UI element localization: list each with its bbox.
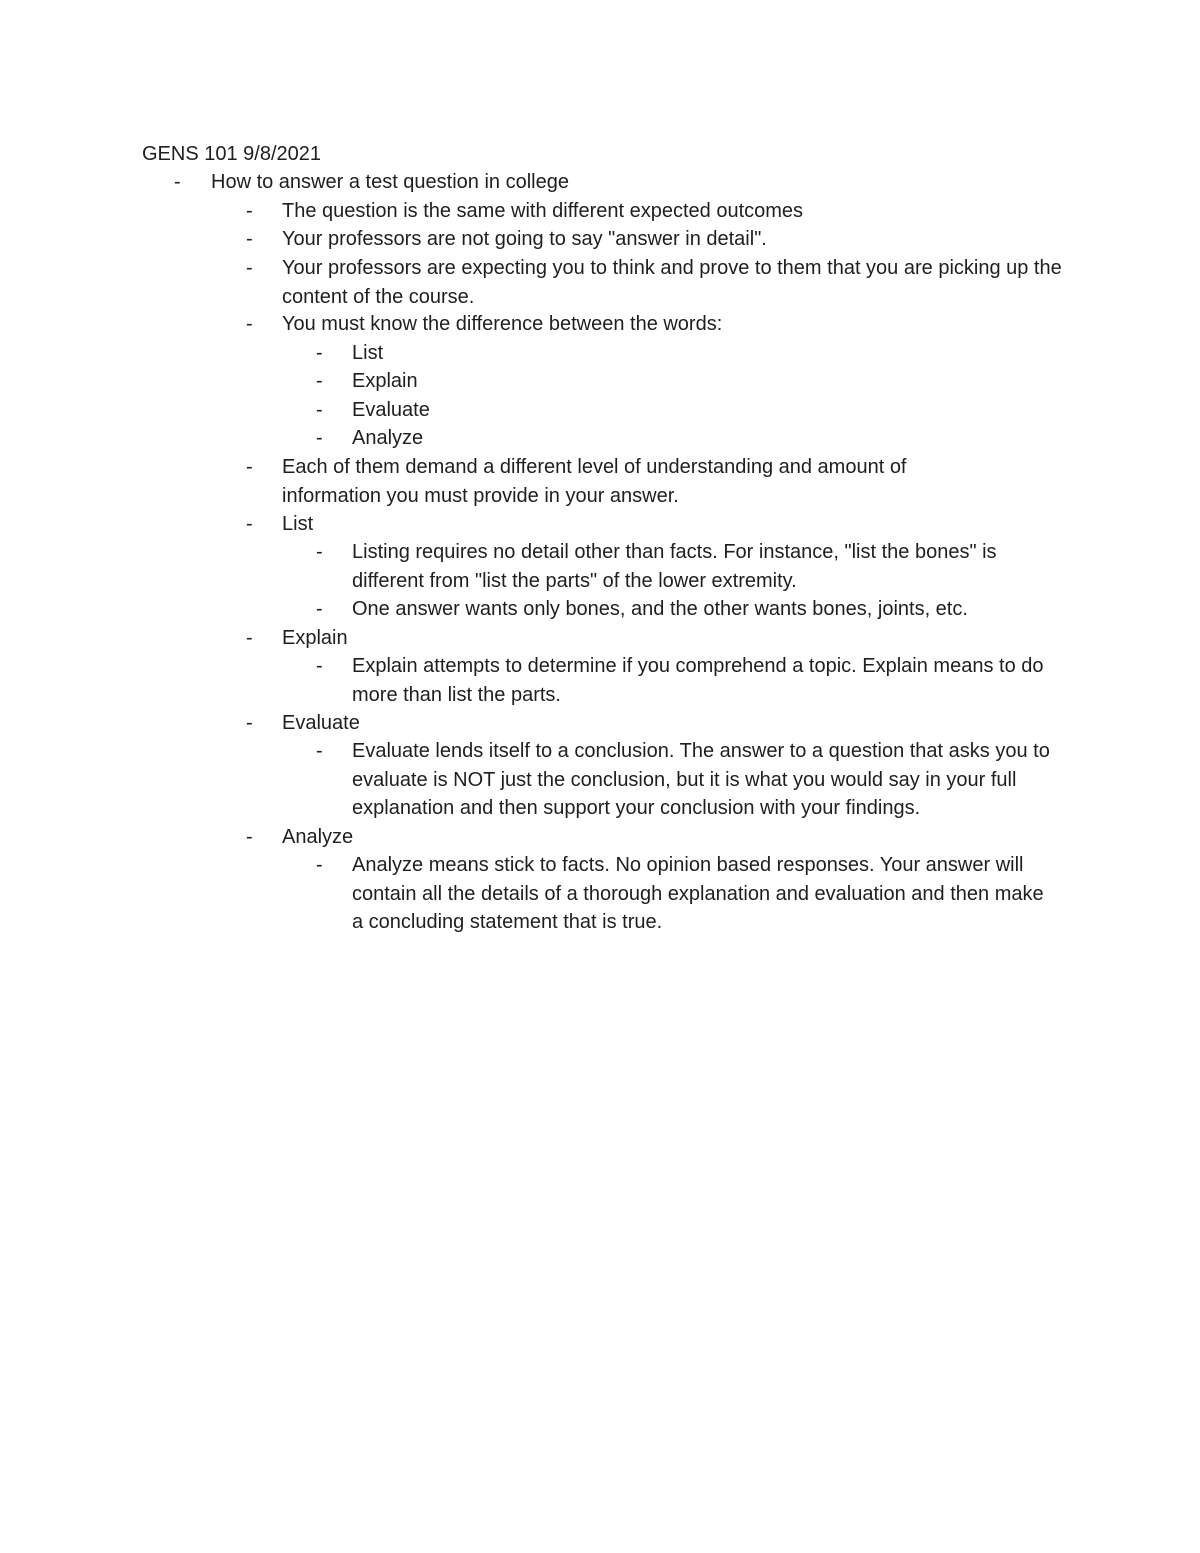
bullet-dash: - xyxy=(246,200,253,222)
list-item-text: Analyze xyxy=(282,826,354,848)
bullet-dash: - xyxy=(246,712,253,734)
list-item-text: Explain xyxy=(352,370,418,392)
bullet-dash: - xyxy=(316,740,323,762)
list-item-text: Explain xyxy=(282,627,348,649)
bullet-dash: - xyxy=(246,456,253,478)
bullet-dash: - xyxy=(246,313,253,335)
bullet-dash: - xyxy=(246,513,253,535)
list-item-text: Evaluate xyxy=(282,712,360,734)
list-item-text: Analyze xyxy=(352,427,424,449)
bullet-dash: - xyxy=(316,342,323,364)
list-item-text: You must know the difference between the words: xyxy=(282,313,723,335)
bullet-dash: - xyxy=(316,541,323,563)
list-item-text: Evaluate lends itself to a conclusion. The answer to a question that asks you to evaluate is NOT just the conclusion, but it is what you would say in your full explanation and then support your conclusion with your findings. xyxy=(352,740,1050,819)
list-item-text: List xyxy=(282,513,314,535)
bullet-dash: - xyxy=(316,598,323,620)
list-item-text: Each of them demand a different level of understanding and amount of information you must provide in your answer. xyxy=(282,456,907,507)
bullet-dash: - xyxy=(246,257,253,279)
list-item-text: Listing requires no detail other than facts. For instance, "list the bones" is different from "list the parts" of the lower extremity. xyxy=(352,541,997,592)
page-title: GENS 101 9/8/2021 xyxy=(142,143,322,165)
bullet-dash: - xyxy=(246,627,253,649)
list-item-text: The question is the same with different expected outcomes xyxy=(282,200,804,222)
list-item-text: Your professors are not going to say "answer in detail". xyxy=(282,228,767,250)
list-item-text: How to answer a test question in college xyxy=(211,171,569,193)
list-item-text: Evaluate xyxy=(352,399,430,421)
bullet-dash: - xyxy=(246,826,253,848)
bullet-dash: - xyxy=(174,171,181,193)
list-item-text: Your professors are expecting you to think and prove to them that you are picking up the content of the course. xyxy=(282,257,1062,308)
bullet-dash: - xyxy=(316,655,323,677)
list-item-text: Explain attempts to determine if you comprehend a topic. Explain means to do more than list the parts. xyxy=(352,655,1044,706)
bullet-dash: - xyxy=(316,427,323,449)
bullet-dash: - xyxy=(316,399,323,421)
list-item-text: Analyze means stick to facts. No opinion based responses. Your answer will contain all the details of a thorough explanation and evaluation and then make a concluding statement that is true. xyxy=(352,854,1044,933)
bullet-dash: - xyxy=(316,854,323,876)
bullet-dash: - xyxy=(246,228,253,250)
list-item-text: One answer wants only bones, and the other wants bones, joints, etc. xyxy=(352,598,968,620)
bullet-dash: - xyxy=(316,370,323,392)
list-item-text: List xyxy=(352,342,384,364)
